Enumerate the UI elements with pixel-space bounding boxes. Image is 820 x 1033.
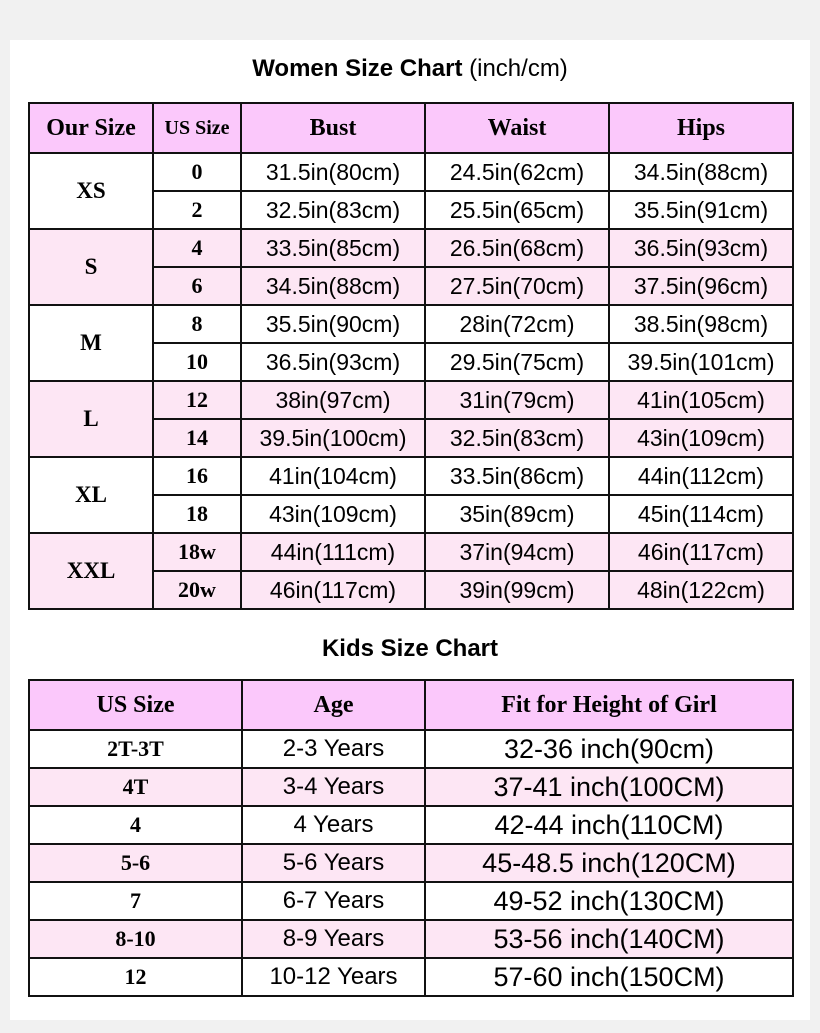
us-size-cell: 8 — [153, 305, 241, 343]
kids-age-cell: 3-4 Years — [242, 768, 425, 806]
kids-table-body — [29, 730, 793, 996]
kids-age-cell: 2-3 Years — [242, 730, 425, 768]
kids-age-cell: 5-6 Years — [242, 844, 425, 882]
hips-cell: 48in(122cm) — [609, 571, 793, 609]
us-size-cell: 16 — [153, 457, 241, 495]
waist-cell: 35in(89cm) — [425, 495, 609, 533]
kids-age-cell: 8-9 Years — [242, 920, 425, 958]
kids-table-row — [29, 806, 793, 844]
bust-cell: 41in(104cm) — [241, 457, 425, 495]
kids-us-size-cell: 2T-3T — [29, 730, 242, 768]
bust-cell: 43in(109cm) — [241, 495, 425, 533]
kids-fit-cell: 32-36 inch(90cm) — [425, 730, 793, 768]
kids-table-row — [29, 882, 793, 920]
us-size-cell: 10 — [153, 343, 241, 381]
us-size-cell: 2 — [153, 191, 241, 229]
women-title-text: Women Size Chart — [252, 55, 463, 82]
kids-us-size-cell: 5-6 — [29, 844, 242, 882]
waist-cell: 32.5in(83cm) — [425, 419, 609, 457]
bust-cell: 46in(117cm) — [241, 571, 425, 609]
kids-us-size-cell: 4T — [29, 768, 242, 806]
waist-cell: 27.5in(70cm) — [425, 267, 609, 305]
kids-header-row — [29, 680, 793, 730]
kids-header-us-size: US Size — [29, 680, 242, 730]
waist-cell: 33.5in(86cm) — [425, 457, 609, 495]
us-size-cell: 14 — [153, 419, 241, 457]
kids-table-row — [29, 920, 793, 958]
kids-age-cell: 4 Years — [242, 806, 425, 844]
hips-cell: 36.5in(93cm) — [609, 229, 793, 267]
hips-cell: 41in(105cm) — [609, 381, 793, 419]
kids-size-table — [28, 679, 794, 997]
us-size-cell: 18w — [153, 533, 241, 571]
women-table-row — [29, 305, 793, 343]
our-size-cell: S — [29, 229, 153, 305]
hips-cell: 45in(114cm) — [609, 495, 793, 533]
kids-table-row — [29, 768, 793, 806]
us-size-cell: 18 — [153, 495, 241, 533]
bust-cell: 31.5in(80cm) — [241, 153, 425, 191]
women-table-row — [29, 153, 793, 191]
kids-header-age: Age — [242, 680, 425, 730]
waist-cell: 29.5in(75cm) — [425, 343, 609, 381]
women-table-row — [29, 381, 793, 419]
waist-cell: 28in(72cm) — [425, 305, 609, 343]
hips-cell: 35.5in(91cm) — [609, 191, 793, 229]
kids-us-size-cell: 7 — [29, 882, 242, 920]
waist-cell: 39in(99cm) — [425, 571, 609, 609]
header-bust: Bust — [241, 103, 425, 153]
kids-fit-cell: 42-44 inch(110CM) — [425, 806, 793, 844]
us-size-cell: 6 — [153, 267, 241, 305]
our-size-cell: M — [29, 305, 153, 381]
bust-cell: 32.5in(83cm) — [241, 191, 425, 229]
kids-fit-cell: 49-52 inch(130CM) — [425, 882, 793, 920]
kids-age-cell: 6-7 Years — [242, 882, 425, 920]
kids-table-row — [29, 958, 793, 996]
kids-chart-title: Kids Size Chart — [321, 635, 499, 662]
our-size-cell: L — [29, 381, 153, 457]
header-us-size: US Size — [153, 103, 241, 153]
kids-age-cell: 10-12 Years — [242, 958, 425, 996]
bust-cell: 36.5in(93cm) — [241, 343, 425, 381]
women-table-row — [29, 229, 793, 267]
bust-cell: 44in(111cm) — [241, 533, 425, 571]
waist-cell: 26.5in(68cm) — [425, 229, 609, 267]
women-chart-title — [0, 55, 820, 83]
women-table-row — [29, 533, 793, 571]
us-size-cell: 12 — [153, 381, 241, 419]
bust-cell: 33.5in(85cm) — [241, 229, 425, 267]
kids-header-fit: Fit for Height of Girl — [425, 680, 793, 730]
hips-cell: 44in(112cm) — [609, 457, 793, 495]
kids-fit-cell: 53-56 inch(140CM) — [425, 920, 793, 958]
header-hips: Hips — [609, 103, 793, 153]
waist-cell: 24.5in(62cm) — [425, 153, 609, 191]
our-size-cell: XS — [29, 153, 153, 229]
us-size-cell: 4 — [153, 229, 241, 267]
bust-cell: 34.5in(88cm) — [241, 267, 425, 305]
women-table-row — [29, 457, 793, 495]
hips-cell: 46in(117cm) — [609, 533, 793, 571]
hips-cell: 43in(109cm) — [609, 419, 793, 457]
kids-table-row — [29, 844, 793, 882]
kids-us-size-cell: 4 — [29, 806, 242, 844]
us-size-cell: 20w — [153, 571, 241, 609]
header-waist: Waist — [425, 103, 609, 153]
women-table-body — [29, 153, 793, 609]
hips-cell: 38.5in(98cm) — [609, 305, 793, 343]
kids-fit-cell: 57-60 inch(150CM) — [425, 958, 793, 996]
us-size-cell: 0 — [153, 153, 241, 191]
bust-cell: 38in(97cm) — [241, 381, 425, 419]
hips-cell: 34.5in(88cm) — [609, 153, 793, 191]
header-our-size: Our Size — [29, 103, 153, 153]
kids-us-size-cell: 12 — [29, 958, 242, 996]
waist-cell: 25.5in(65cm) — [425, 191, 609, 229]
hips-cell: 39.5in(101cm) — [609, 343, 793, 381]
women-size-table — [28, 102, 794, 610]
women-title-unit: (inch/cm) — [469, 55, 568, 82]
waist-cell: 31in(79cm) — [425, 381, 609, 419]
kids-fit-cell: 45-48.5 inch(120CM) — [425, 844, 793, 882]
bust-cell: 35.5in(90cm) — [241, 305, 425, 343]
our-size-cell: XXL — [29, 533, 153, 609]
women-header-row — [29, 103, 793, 153]
kids-table-row — [29, 730, 793, 768]
kids-fit-cell: 37-41 inch(100CM) — [425, 768, 793, 806]
hips-cell: 37.5in(96cm) — [609, 267, 793, 305]
bust-cell: 39.5in(100cm) — [241, 419, 425, 457]
kids-us-size-cell: 8-10 — [29, 920, 242, 958]
our-size-cell: XL — [29, 457, 153, 533]
waist-cell: 37in(94cm) — [425, 533, 609, 571]
